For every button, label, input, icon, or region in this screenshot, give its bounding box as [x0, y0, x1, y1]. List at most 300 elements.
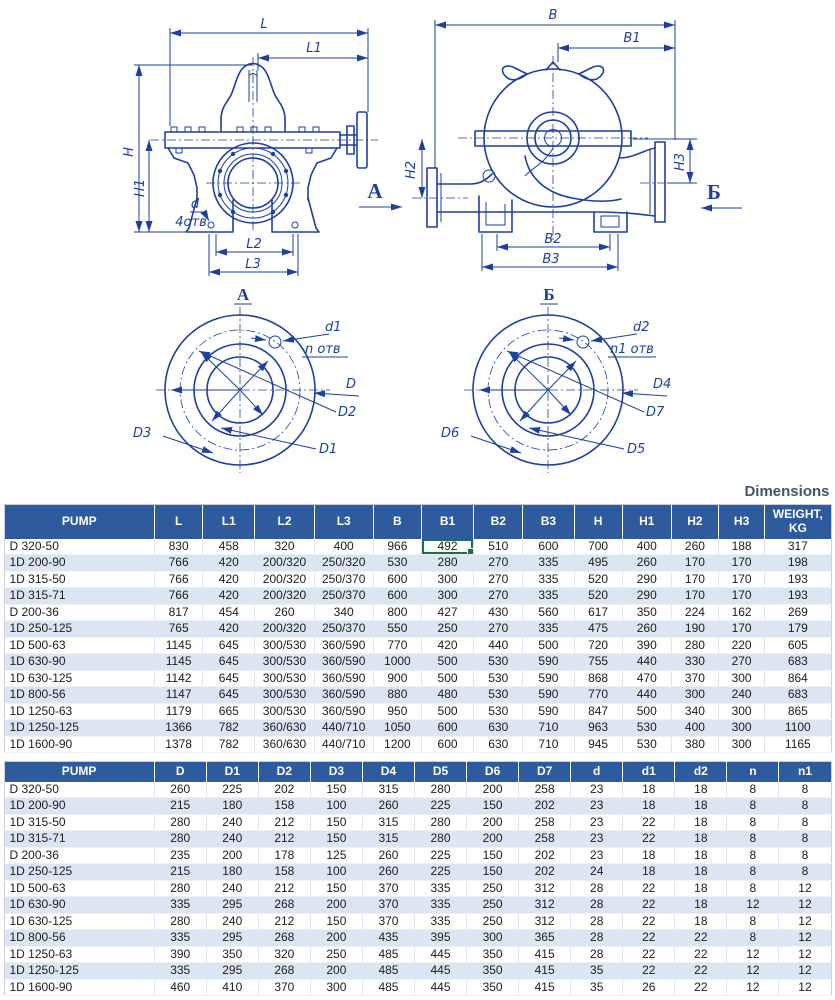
- dimension-value-cell[interactable]: 390: [622, 637, 671, 654]
- dimension-value-cell[interactable]: 1145: [155, 637, 203, 654]
- dimension-value-cell[interactable]: 18: [675, 913, 727, 930]
- dimension-value-cell[interactable]: 23: [571, 814, 623, 831]
- dimension-value-cell[interactable]: 530: [373, 555, 421, 572]
- dimension-value-cell[interactable]: 12: [779, 930, 831, 947]
- pump-model-cell[interactable]: 1D 200-90: [4, 798, 154, 815]
- dimension-value-cell[interactable]: 268: [258, 930, 310, 947]
- dimension-value-cell[interactable]: 880: [373, 687, 421, 704]
- dimension-value-cell[interactable]: 18: [675, 897, 727, 914]
- dimension-value-cell[interactable]: 520: [574, 588, 622, 605]
- dimension-value-cell[interactable]: 170: [719, 621, 765, 638]
- dimension-value-cell[interactable]: 250/370: [314, 621, 373, 638]
- dimension-value-cell[interactable]: 360/590: [314, 687, 373, 704]
- dimension-value-cell[interactable]: 410: [206, 979, 258, 996]
- dimension-value-cell[interactable]: 420: [421, 637, 473, 654]
- dimension-value-cell[interactable]: 617: [574, 604, 622, 621]
- dimension-value-cell[interactable]: 300: [467, 930, 519, 947]
- dimension-value-cell[interactable]: 420: [203, 571, 255, 588]
- dimension-value-cell[interactable]: 250: [467, 913, 519, 930]
- dimension-value-cell[interactable]: 427: [421, 604, 473, 621]
- dimension-value-cell[interactable]: 8: [727, 880, 779, 897]
- dimension-value-cell[interactable]: 683: [765, 654, 831, 671]
- dimension-value-cell[interactable]: 445: [414, 946, 466, 963]
- dimension-value-cell[interactable]: 317: [765, 539, 831, 555]
- dimension-value-cell[interactable]: 360/630: [255, 736, 314, 753]
- dimension-value-cell[interactable]: 1050: [373, 720, 421, 737]
- dimension-value-cell[interactable]: 170: [719, 571, 765, 588]
- dimension-value-cell[interactable]: 360/630: [255, 720, 314, 737]
- dimension-value-cell[interactable]: 18: [675, 798, 727, 815]
- dimension-value-cell[interactable]: 500: [622, 703, 671, 720]
- dimension-value-cell[interactable]: 700: [574, 539, 622, 555]
- dimension-value-cell[interactable]: 250: [467, 880, 519, 897]
- pump-model-cell[interactable]: 1D 200-90: [4, 555, 155, 572]
- dimension-value-cell[interactable]: 8: [779, 798, 831, 815]
- dimension-value-cell[interactable]: 335: [414, 897, 466, 914]
- dimension-value-cell[interactable]: 18: [675, 831, 727, 848]
- dimension-value-cell[interactable]: 340: [314, 604, 373, 621]
- dimension-value-cell[interactable]: 782: [203, 736, 255, 753]
- dimension-value-cell[interactable]: 847: [574, 703, 622, 720]
- dimension-value-cell[interactable]: 12: [779, 963, 831, 980]
- dimension-value-cell[interactable]: 320: [255, 539, 314, 555]
- dimension-value-cell[interactable]: 250/370: [314, 588, 373, 605]
- dimension-value-cell[interactable]: 440/710: [314, 736, 373, 753]
- dimension-value-cell[interactable]: 202: [519, 798, 571, 815]
- dimension-value-cell[interactable]: 18: [675, 864, 727, 881]
- dimension-value-cell[interactable]: 645: [203, 654, 255, 671]
- dimension-value-cell[interactable]: 22: [623, 831, 675, 848]
- dimension-value-cell[interactable]: 212: [258, 880, 310, 897]
- dimension-value-cell[interactable]: 370: [362, 897, 414, 914]
- dimension-value-cell[interactable]: 250: [467, 897, 519, 914]
- dimension-value-cell[interactable]: 240: [206, 913, 258, 930]
- dimension-value-cell[interactable]: 312: [519, 913, 571, 930]
- dimension-value-cell[interactable]: 470: [622, 670, 671, 687]
- dimension-value-cell[interactable]: 125: [310, 847, 362, 864]
- dimension-value-cell[interactable]: 258: [519, 831, 571, 848]
- dimension-value-cell[interactable]: 605: [765, 637, 831, 654]
- dimension-value-cell[interactable]: 945: [574, 736, 622, 753]
- dimension-value-cell[interactable]: 22: [675, 946, 727, 963]
- dimension-value-cell[interactable]: 530: [474, 654, 523, 671]
- dimension-value-cell[interactable]: 240: [719, 687, 765, 704]
- pump-model-cell[interactable]: 1D 800-56: [4, 687, 155, 704]
- dimension-value-cell[interactable]: 365: [519, 930, 571, 947]
- dimension-value-cell[interactable]: 720: [574, 637, 622, 654]
- dimension-value-cell[interactable]: 300/530: [255, 687, 314, 704]
- dimension-value-cell[interactable]: 312: [519, 880, 571, 897]
- dimension-value-cell[interactable]: 290: [622, 571, 671, 588]
- dimension-value-cell[interactable]: 150: [467, 798, 519, 815]
- dimension-value-cell[interactable]: 225: [414, 864, 466, 881]
- dimension-value-cell[interactable]: 500: [421, 703, 473, 720]
- dimension-value-cell[interactable]: 170: [719, 588, 765, 605]
- dimension-value-cell[interactable]: 190: [671, 621, 718, 638]
- dimension-value-cell[interactable]: 966: [373, 539, 421, 555]
- dimension-value-cell[interactable]: 335: [154, 897, 206, 914]
- dimension-value-cell[interactable]: 8: [727, 782, 779, 798]
- dimension-value-cell[interactable]: 18: [623, 847, 675, 864]
- pump-model-cell[interactable]: D 320-50: [4, 539, 155, 555]
- dimension-value-cell[interactable]: 280: [414, 831, 466, 848]
- pump-model-cell[interactable]: 1D 800-56: [4, 930, 154, 947]
- dimension-value-cell[interactable]: 335: [523, 555, 574, 572]
- dimension-value-cell[interactable]: 480: [421, 687, 473, 704]
- dimension-value-cell[interactable]: 200: [206, 847, 258, 864]
- dimension-value-cell[interactable]: 340: [671, 703, 718, 720]
- dimension-value-cell[interactable]: 23: [571, 782, 623, 798]
- dimension-value-cell[interactable]: 250: [310, 946, 362, 963]
- dimension-value-cell[interactable]: 300: [719, 736, 765, 753]
- pump-model-cell[interactable]: 1D 500-63: [4, 880, 154, 897]
- dimension-value-cell[interactable]: 200: [467, 814, 519, 831]
- dimension-value-cell[interactable]: 300: [719, 670, 765, 687]
- dimension-value-cell[interactable]: 8: [727, 814, 779, 831]
- dimension-value-cell[interactable]: 370: [362, 913, 414, 930]
- dimension-value-cell[interactable]: 18: [623, 782, 675, 798]
- dimension-value-cell[interactable]: 8: [727, 913, 779, 930]
- dimension-value-cell[interactable]: 12: [727, 897, 779, 914]
- dimension-value-cell[interactable]: 868: [574, 670, 622, 687]
- dimension-value-cell[interactable]: 8: [727, 930, 779, 947]
- dimension-value-cell[interactable]: 170: [671, 555, 718, 572]
- dimension-value-cell[interactable]: 530: [622, 736, 671, 753]
- dimension-value-cell[interactable]: 28: [571, 880, 623, 897]
- dimension-value-cell[interactable]: 18: [623, 798, 675, 815]
- dimension-value-cell[interactable]: 400: [671, 720, 718, 737]
- dimension-value-cell[interactable]: 440: [474, 637, 523, 654]
- dimension-value-cell[interactable]: 1147: [155, 687, 203, 704]
- dimension-value-cell[interactable]: 360/590: [314, 703, 373, 720]
- dimension-value-cell[interactable]: 22: [623, 930, 675, 947]
- dimension-value-cell[interactable]: 18: [675, 782, 727, 798]
- dimension-value-cell[interactable]: 782: [203, 720, 255, 737]
- dimension-value-cell[interactable]: 315: [362, 831, 414, 848]
- dimension-value-cell[interactable]: 179: [765, 621, 831, 638]
- dimension-value-cell[interactable]: 200/320: [255, 621, 314, 638]
- dimension-value-cell[interactable]: 22: [675, 963, 727, 980]
- dimension-value-cell[interactable]: 600: [523, 539, 574, 555]
- dimension-value-cell[interactable]: 188: [719, 539, 765, 555]
- dimension-value-cell[interactable]: 1179: [155, 703, 203, 720]
- dimension-value-cell[interactable]: 258: [519, 814, 571, 831]
- dimension-value-cell[interactable]: 485: [362, 946, 414, 963]
- dimension-value-cell[interactable]: 280: [154, 880, 206, 897]
- dimension-value-cell[interactable]: 18: [675, 847, 727, 864]
- dimension-value-cell[interactable]: 260: [154, 782, 206, 798]
- dimension-value-cell[interactable]: 22: [623, 897, 675, 914]
- dimension-value-cell[interactable]: 250/370: [314, 571, 373, 588]
- dimension-value-cell[interactable]: 23: [571, 798, 623, 815]
- dimension-value-cell[interactable]: 350: [206, 946, 258, 963]
- selected-cell[interactable]: 492: [421, 539, 473, 555]
- dimension-value-cell[interactable]: 212: [258, 913, 310, 930]
- dimension-value-cell[interactable]: 335: [523, 621, 574, 638]
- dimension-value-cell[interactable]: 100: [310, 864, 362, 881]
- dimension-value-cell[interactable]: 35: [571, 979, 623, 996]
- dimension-value-cell[interactable]: 220: [719, 637, 765, 654]
- dimension-value-cell[interactable]: 8: [779, 831, 831, 848]
- pump-model-cell[interactable]: 1D 315-71: [4, 588, 155, 605]
- dimension-value-cell[interactable]: 560: [523, 604, 574, 621]
- dimension-value-cell[interactable]: 170: [719, 555, 765, 572]
- dimension-value-cell[interactable]: 225: [414, 847, 466, 864]
- dimension-value-cell[interactable]: 520: [574, 571, 622, 588]
- dimension-value-cell[interactable]: 395: [414, 930, 466, 947]
- dimension-value-cell[interactable]: 830: [155, 539, 203, 555]
- dimension-value-cell[interactable]: 200: [310, 930, 362, 947]
- dimension-value-cell[interactable]: 158: [258, 798, 310, 815]
- dimension-value-cell[interactable]: 370: [258, 979, 310, 996]
- dimension-value-cell[interactable]: 270: [474, 588, 523, 605]
- dimension-value-cell[interactable]: 420: [203, 555, 255, 572]
- dimension-value-cell[interactable]: 215: [154, 798, 206, 815]
- dimension-value-cell[interactable]: 865: [765, 703, 831, 720]
- dimension-value-cell[interactable]: 12: [779, 979, 831, 996]
- dimension-value-cell[interactable]: 440/710: [314, 720, 373, 737]
- pump-model-cell[interactable]: 1D 1250-125: [4, 963, 154, 980]
- dimension-value-cell[interactable]: 370: [362, 880, 414, 897]
- dimension-value-cell[interactable]: 600: [373, 571, 421, 588]
- dimension-value-cell[interactable]: 350: [622, 604, 671, 621]
- dimension-value-cell[interactable]: 22: [675, 979, 727, 996]
- dimension-value-cell[interactable]: 590: [523, 687, 574, 704]
- pump-model-cell[interactable]: 1D 630-90: [4, 897, 154, 914]
- pump-model-cell[interactable]: 1D 315-50: [4, 814, 154, 831]
- dimension-value-cell[interactable]: 390: [154, 946, 206, 963]
- dimension-value-cell[interactable]: 200/320: [255, 588, 314, 605]
- dimension-value-cell[interactable]: 645: [203, 670, 255, 687]
- dimension-value-cell[interactable]: 180: [206, 864, 258, 881]
- dimension-value-cell[interactable]: 35: [571, 963, 623, 980]
- dimension-value-cell[interactable]: 200: [310, 963, 362, 980]
- dimension-value-cell[interactable]: 1100: [765, 720, 831, 737]
- pump-model-cell[interactable]: 1D 500-63: [4, 637, 155, 654]
- dimension-value-cell[interactable]: 530: [474, 687, 523, 704]
- dimension-value-cell[interactable]: 268: [258, 963, 310, 980]
- dimension-value-cell[interactable]: 500: [421, 670, 473, 687]
- dimension-value-cell[interactable]: 630: [474, 720, 523, 737]
- dimension-value-cell[interactable]: 18: [675, 880, 727, 897]
- dimension-value-cell[interactable]: 12: [727, 963, 779, 980]
- pump-model-cell[interactable]: 1D 630-90: [4, 654, 155, 671]
- dimension-value-cell[interactable]: 360/590: [314, 637, 373, 654]
- dimension-value-cell[interactable]: 766: [155, 571, 203, 588]
- dimension-value-cell[interactable]: 300/530: [255, 637, 314, 654]
- dimension-value-cell[interactable]: 800: [373, 604, 421, 621]
- dimension-value-cell[interactable]: 770: [574, 687, 622, 704]
- dimension-value-cell[interactable]: 590: [523, 654, 574, 671]
- dimension-value-cell[interactable]: 240: [206, 880, 258, 897]
- dimension-value-cell[interactable]: 200/320: [255, 555, 314, 572]
- dimension-value-cell[interactable]: 224: [671, 604, 718, 621]
- dimension-value-cell[interactable]: 415: [519, 979, 571, 996]
- dimension-value-cell[interactable]: 260: [362, 798, 414, 815]
- dimension-value-cell[interactable]: 200: [467, 831, 519, 848]
- dimension-value-cell[interactable]: 400: [314, 539, 373, 555]
- dimension-value-cell[interactable]: 420: [203, 588, 255, 605]
- dimension-value-cell[interactable]: 300: [421, 588, 473, 605]
- dimension-value-cell[interactable]: 510: [474, 539, 523, 555]
- dimension-value-cell[interactable]: 290: [622, 588, 671, 605]
- dimension-value-cell[interactable]: 193: [765, 588, 831, 605]
- dimension-value-cell[interactable]: 260: [622, 621, 671, 638]
- dimension-value-cell[interactable]: 12: [779, 897, 831, 914]
- dimension-value-cell[interactable]: 335: [154, 930, 206, 947]
- dimension-value-cell[interactable]: 212: [258, 831, 310, 848]
- dimension-value-cell[interactable]: 590: [523, 703, 574, 720]
- dimension-value-cell[interactable]: 360/590: [314, 654, 373, 671]
- dimension-value-cell[interactable]: 710: [523, 720, 574, 737]
- dimension-value-cell[interactable]: 550: [373, 621, 421, 638]
- dimension-value-cell[interactable]: 150: [310, 831, 362, 848]
- dimension-value-cell[interactable]: 630: [474, 736, 523, 753]
- dimension-value-cell[interactable]: 23: [571, 831, 623, 848]
- dimension-value-cell[interactable]: 225: [414, 798, 466, 815]
- dimension-value-cell[interactable]: 400: [622, 539, 671, 555]
- dimension-value-cell[interactable]: 475: [574, 621, 622, 638]
- dimension-value-cell[interactable]: 250/320: [314, 555, 373, 572]
- dimension-value-cell[interactable]: 335: [414, 913, 466, 930]
- dimension-value-cell[interactable]: 280: [154, 814, 206, 831]
- dimension-value-cell[interactable]: 280: [421, 555, 473, 572]
- dimension-value-cell[interactable]: 24: [571, 864, 623, 881]
- dimension-value-cell[interactable]: 235: [154, 847, 206, 864]
- dimension-value-cell[interactable]: 300: [719, 720, 765, 737]
- dimension-value-cell[interactable]: 260: [671, 539, 718, 555]
- pump-model-cell[interactable]: 1D 250-125: [4, 864, 154, 881]
- pump-model-cell[interactable]: 1D 1600-90: [4, 736, 155, 753]
- dimension-value-cell[interactable]: 766: [155, 588, 203, 605]
- dimension-value-cell[interactable]: 300/530: [255, 703, 314, 720]
- dimension-value-cell[interactable]: 295: [206, 963, 258, 980]
- dimension-value-cell[interactable]: 150: [310, 814, 362, 831]
- dimension-value-cell[interactable]: 530: [474, 703, 523, 720]
- dimension-value-cell[interactable]: 8: [779, 782, 831, 798]
- dimension-value-cell[interactable]: 485: [362, 979, 414, 996]
- dimension-value-cell[interactable]: 26: [623, 979, 675, 996]
- dimension-value-cell[interactable]: 435: [362, 930, 414, 947]
- dimension-value-cell[interactable]: 270: [474, 621, 523, 638]
- dimension-value-cell[interactable]: 8: [727, 798, 779, 815]
- dimension-value-cell[interactable]: 269: [765, 604, 831, 621]
- dimension-value-cell[interactable]: 1142: [155, 670, 203, 687]
- dimension-value-cell[interactable]: 645: [203, 637, 255, 654]
- dimension-value-cell[interactable]: 225: [206, 782, 258, 798]
- dimension-value-cell[interactable]: 300: [421, 571, 473, 588]
- dimension-value-cell[interactable]: 300/530: [255, 654, 314, 671]
- dimension-value-cell[interactable]: 755: [574, 654, 622, 671]
- dimension-value-cell[interactable]: 645: [203, 687, 255, 704]
- dimension-value-cell[interactable]: 440: [622, 687, 671, 704]
- dimension-value-cell[interactable]: 22: [623, 913, 675, 930]
- dimension-value-cell[interactable]: 193: [765, 571, 831, 588]
- pump-model-cell[interactable]: D 200-36: [4, 604, 155, 621]
- dimension-value-cell[interactable]: 335: [523, 588, 574, 605]
- dimension-value-cell[interactable]: 200: [310, 897, 362, 914]
- dimension-value-cell[interactable]: 335: [154, 963, 206, 980]
- dimension-value-cell[interactable]: 202: [519, 864, 571, 881]
- dimension-value-cell[interactable]: 22: [623, 814, 675, 831]
- dimension-value-cell[interactable]: 1378: [155, 736, 203, 753]
- dimension-value-cell[interactable]: 170: [671, 588, 718, 605]
- dimension-value-cell[interactable]: 495: [574, 555, 622, 572]
- dimension-value-cell[interactable]: 420: [203, 621, 255, 638]
- dimension-value-cell[interactable]: 1000: [373, 654, 421, 671]
- dimension-value-cell[interactable]: 280: [671, 637, 718, 654]
- dimension-value-cell[interactable]: 900: [373, 670, 421, 687]
- pump-model-cell[interactable]: 1D 1250-125: [4, 720, 155, 737]
- dimension-value-cell[interactable]: 280: [414, 814, 466, 831]
- dimension-value-cell[interactable]: 8: [779, 814, 831, 831]
- dimension-value-cell[interactable]: 330: [671, 654, 718, 671]
- dimension-value-cell[interactable]: 950: [373, 703, 421, 720]
- dimension-value-cell[interactable]: 258: [519, 782, 571, 798]
- dimension-value-cell[interactable]: 445: [414, 979, 466, 996]
- dimension-value-cell[interactable]: 300: [671, 687, 718, 704]
- dimension-value-cell[interactable]: 380: [671, 736, 718, 753]
- dimension-value-cell[interactable]: 150: [467, 847, 519, 864]
- dimension-value-cell[interactable]: 8: [727, 831, 779, 848]
- dimension-value-cell[interactable]: 28: [571, 913, 623, 930]
- pump-model-cell[interactable]: 1D 315-71: [4, 831, 154, 848]
- dimension-value-cell[interactable]: 8: [779, 864, 831, 881]
- dimension-value-cell[interactable]: 460: [154, 979, 206, 996]
- dimension-value-cell[interactable]: 18: [623, 864, 675, 881]
- pump-model-cell[interactable]: D 320-50: [4, 782, 154, 798]
- dimension-value-cell[interactable]: 295: [206, 930, 258, 947]
- pump-model-cell[interactable]: 1D 630-125: [4, 913, 154, 930]
- dimension-value-cell[interactable]: 178: [258, 847, 310, 864]
- dimension-value-cell[interactable]: 500: [421, 654, 473, 671]
- dimension-value-cell[interactable]: 320: [258, 946, 310, 963]
- dimension-value-cell[interactable]: 22: [623, 946, 675, 963]
- pump-model-cell[interactable]: 1D 1250-63: [4, 946, 154, 963]
- dimension-value-cell[interactable]: 270: [474, 571, 523, 588]
- dimension-value-cell[interactable]: 454: [203, 604, 255, 621]
- dimension-value-cell[interactable]: 8: [727, 847, 779, 864]
- dimension-value-cell[interactable]: 350: [467, 946, 519, 963]
- dimension-value-cell[interactable]: 315: [362, 814, 414, 831]
- dimension-value-cell[interactable]: 170: [671, 571, 718, 588]
- dimension-value-cell[interactable]: 22: [623, 880, 675, 897]
- dimension-value-cell[interactable]: 12: [727, 946, 779, 963]
- dimension-value-cell[interactable]: 765: [155, 621, 203, 638]
- dimension-value-cell[interactable]: 100: [310, 798, 362, 815]
- dimension-value-cell[interactable]: 430: [474, 604, 523, 621]
- dimension-value-cell[interactable]: 600: [421, 736, 473, 753]
- dimension-value-cell[interactable]: 162: [719, 604, 765, 621]
- dimension-value-cell[interactable]: 300: [310, 979, 362, 996]
- dimension-value-cell[interactable]: 963: [574, 720, 622, 737]
- dimension-value-cell[interactable]: 12: [779, 913, 831, 930]
- dimension-value-cell[interactable]: 150: [467, 864, 519, 881]
- dimension-value-cell[interactable]: 312: [519, 897, 571, 914]
- dimension-value-cell[interactable]: 350: [467, 963, 519, 980]
- dimension-value-cell[interactable]: 12: [779, 880, 831, 897]
- dimension-value-cell[interactable]: 415: [519, 963, 571, 980]
- dimension-value-cell[interactable]: 23: [571, 847, 623, 864]
- dimension-value-cell[interactable]: 590: [523, 670, 574, 687]
- dimension-value-cell[interactable]: 530: [474, 670, 523, 687]
- dimension-value-cell[interactable]: 8: [727, 864, 779, 881]
- dimension-value-cell[interactable]: 240: [206, 831, 258, 848]
- dimension-value-cell[interactable]: 28: [571, 930, 623, 947]
- dimension-value-cell[interactable]: 28: [571, 897, 623, 914]
- pump-model-cell[interactable]: 1D 1600-90: [4, 979, 154, 996]
- dimension-value-cell[interactable]: 817: [155, 604, 203, 621]
